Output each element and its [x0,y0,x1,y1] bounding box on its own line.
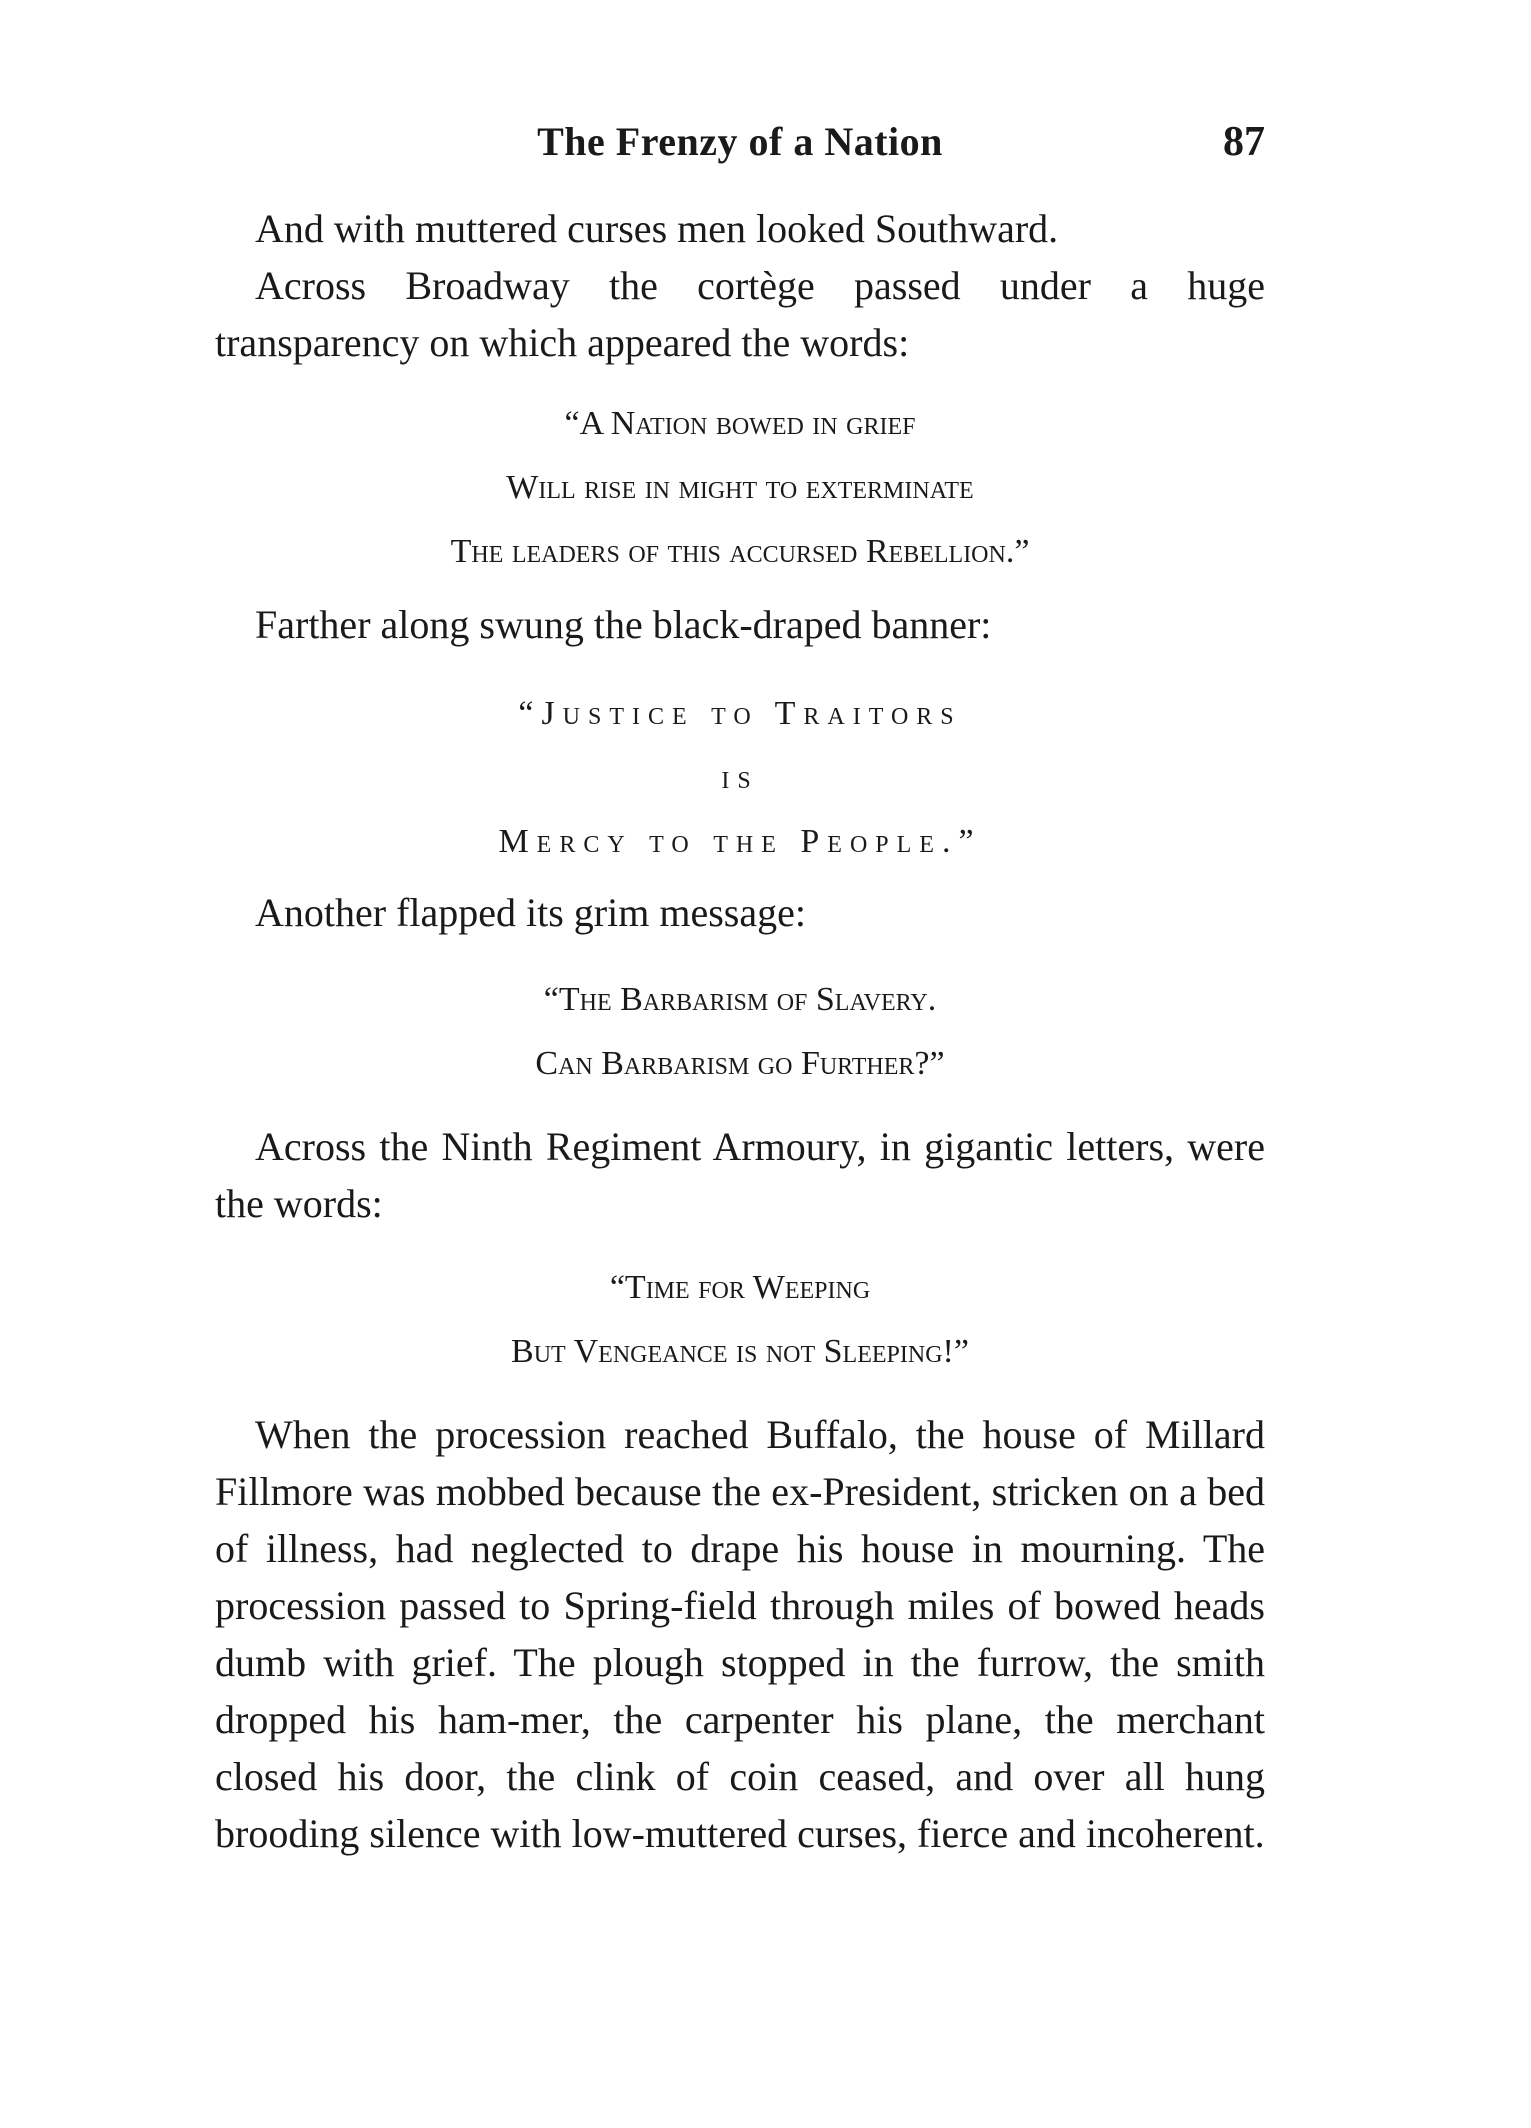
paragraph-4: Another flapped its grim message: [255,890,806,935]
running-header [215,118,1265,178]
quote-line: “The Barbarism of Slavery. [543,981,937,1018]
paragraph-6: When the procession reached Buffalo, the house of Millard Fillmore was mobbed because the ex-President, stricken on a bed of illness, had neglected to drape his house in mourning. The procession passed to Spring-field through miles of bowed heads dumb with grief. The plough stopped in the furrow, the smith dropped his ham-mer, the carpenter his plane, the merchant closed his door, the clink of coin ceased, and over all hung brooding silence with low-muttered curses, fierce and incoherent. [215,1412,1265,1856]
quote-line: “A Nation bowed in grief [564,405,916,442]
paragraph-2: Across Broadway the cortège passed under a huge transparency on which appeared the words: [215,263,1265,365]
chapter-title: The Frenzy of a Nation [537,119,943,164]
paragraph-5-block [215,1118,1265,1232]
quote-line: Will rise in might to exterminate [506,469,974,506]
paragraph-1: And with muttered curses men looked Southward. [255,206,1059,251]
quote-line: is [721,759,759,796]
page-number: 87 [1223,119,1265,165]
paragraph-3-block [215,596,1265,653]
paragraph-1-block [215,200,1265,257]
quote-transparency [215,392,1265,584]
quote-line: “Time for Weeping [609,1269,871,1306]
quote-line: Mercy to the People.” [498,823,982,860]
quote-armoury [215,1256,1265,1384]
paragraph-4-block [215,884,1265,941]
quote-line: But Vengeance is not Sleeping!” [511,1333,969,1370]
quote-grim-message [215,968,1265,1096]
paragraph-5: Across the Ninth Regiment Armoury, in gigantic letters, were the words: [215,1124,1265,1226]
paragraph-3: Farther along swung the black-draped banner: [255,602,992,647]
quote-line: The leaders of this accursed Rebellion.” [450,533,1030,570]
quote-banner [215,682,1265,874]
quote-line: “Justice to Traitors [518,695,962,732]
paragraph-2-block [215,257,1265,371]
quote-line: Can Barbarism go Further?” [535,1045,945,1082]
paragraph-6-block [215,1406,1265,1862]
